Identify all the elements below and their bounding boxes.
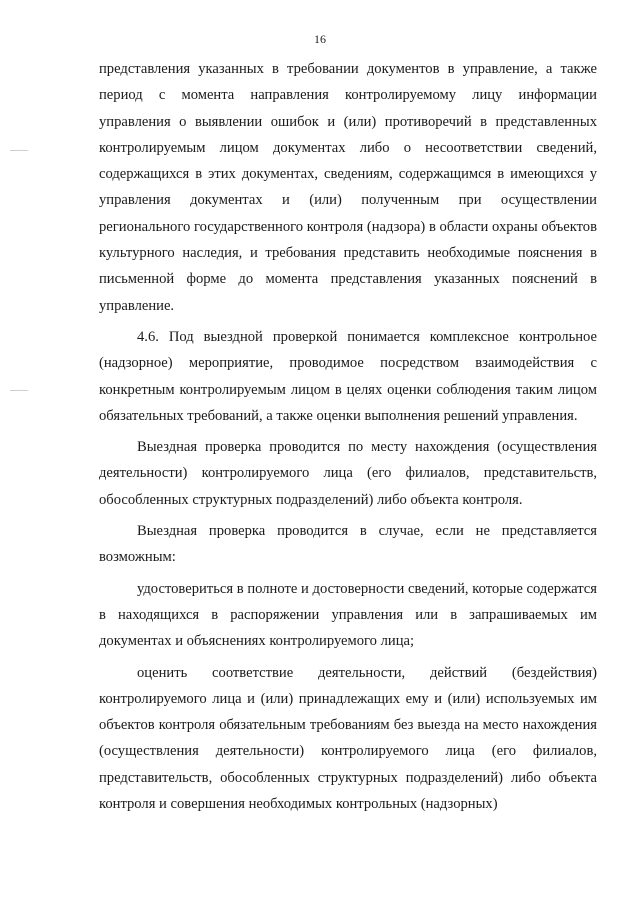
document-body (99, 56, 597, 817)
paragraph-section-4-6: 4.6. Под выездной проверкой понимается комплексное контрольное (надзорное) мероприятие, проводимое посредством взаимодействия с конкретным контролируемым лицом в целях оценки соблюдения таким лицом обязательных требований, а также оценки выполнения решений управления. (99, 328, 597, 424)
margin-mark (10, 390, 28, 391)
paragraph-case-assess: оценить соответствие деятельности, действий (бездействия) контролируемого лица и (или) принадлежащих ему и (или) используемых им объектов контроля обязательным требованиям без выезда на место нахождения (осуществления деятельности) контролируемого лица (его филиалов, представительств, обособленных структурных подразделений) либо объекта контроля и совершения необходимых контрольных (надзорных) (99, 664, 597, 813)
paragraph-case-verify: удостовериться в полноте и достоверности сведений, которые содержатся в находящихся в распоряжении управления или в запрашиваемых им документах и объяснениях контролируемого лица; (99, 580, 597, 650)
page-number: 16 (314, 32, 326, 46)
margin-mark (10, 150, 28, 151)
paragraph-inspection-cases: Выездная проверка проводится в случае, если не представляется возможным: (99, 523, 597, 566)
paragraph-inspection-location: Выездная проверка проводится по месту нахождения (осуществления деятельности) контролируемого лица (его филиалов, представительств, обособленных структурных подразделений) либо объекта контроля. (99, 439, 597, 508)
paragraph-continuation: представления указанных в требовании документов в управление, а также период с момента направления контролируемому лицу информации управления о выявлении ошибок и (или) противоречий в представленных контролируемым лицом документах либо о несоответствии сведений, содержащихся в этих документах, сведениям, содержащимся в имеющихся у управления документах и (или) полученным при осуществлении регионального государственного контроля (надзора) в области охраны объектов культурного наследия, и требования представить необходимые пояснения в письменной форме до момента представления указанных пояснений в управление. (99, 61, 597, 314)
